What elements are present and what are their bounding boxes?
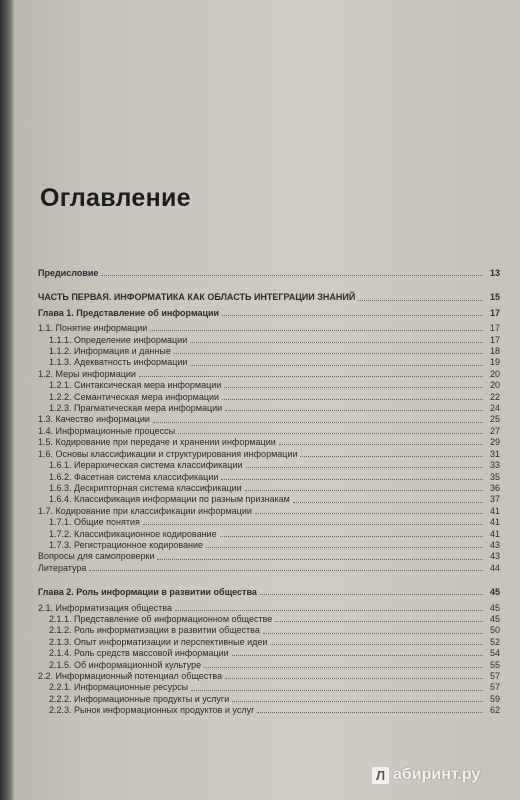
toc-entry (38, 369, 500, 380)
toc-leader-dots (222, 315, 483, 316)
toc-entry (38, 587, 500, 598)
toc-entry-page: 45 (489, 602, 500, 613)
toc-entry-page: 27 (489, 425, 500, 436)
toc-leader-dots (232, 701, 483, 702)
toc-entry-page: 43 (489, 551, 500, 562)
toc-entry-title: Предисловие (38, 268, 99, 278)
toc-entry-title: 2.1.4. Роль средств массовой информации (49, 648, 229, 659)
toc-entry (38, 403, 500, 414)
toc-entry (38, 380, 500, 391)
toc-leader-dots (175, 610, 483, 611)
toc-entry-title: 1.5. Кодирование при передаче и хранении информации (38, 437, 276, 448)
toc-entry-title: 1.7.1. Общие понятия (49, 517, 140, 528)
toc-entry-page: 31 (489, 448, 500, 459)
toc-entry-page: 54 (489, 648, 500, 659)
toc-leader-dots (174, 353, 483, 354)
toc-entry-title: 1.6.4. Классификация информации по разным признакам (49, 494, 290, 505)
toc-leader-dots (257, 712, 483, 713)
toc-leader-dots (263, 633, 483, 634)
toc-entry-page: 41 (489, 517, 500, 528)
toc-entry (38, 660, 500, 671)
toc-entry-title: 1.7.3. Регистрационное кодирование (49, 539, 204, 550)
toc-leader-dots (225, 678, 483, 679)
toc-entry-title: 1.6. Основы классификации и структурирования информации (38, 448, 298, 459)
toc-leader-dots (275, 621, 483, 622)
toc-leader-dots (150, 330, 483, 331)
toc-spacer (38, 279, 500, 292)
toc-entry-page: 41 (489, 528, 500, 539)
watermark-logo-icon: Л (372, 767, 389, 784)
watermark (372, 766, 480, 784)
toc-entry-page: 33 (489, 460, 500, 471)
toc-leader-dots (224, 387, 483, 388)
toc-entry (38, 517, 500, 528)
toc-entry-title: 2.1.3. Опыт информатизации и перспективные идеи (49, 636, 268, 647)
toc-leader-dots (157, 559, 483, 560)
toc-entry-page: 17 (489, 307, 500, 318)
toc-entry-title: Литература (38, 562, 87, 573)
toc-leader-dots (246, 467, 484, 468)
toc-entry-page: 55 (489, 659, 500, 670)
toc-entry-page: 17 (489, 323, 500, 334)
toc-entry (38, 563, 500, 574)
toc-leader-dots (260, 594, 483, 595)
toc-entry-page: 50 (489, 625, 500, 636)
toc-leader-dots (232, 655, 483, 656)
toc-entry-title: 1.1.3. Адекватность информации (49, 357, 188, 368)
toc-leader-dots (270, 644, 483, 645)
toc-entry-page: 41 (489, 505, 500, 516)
toc-entry-title: Вопросы для самопроверки (38, 551, 155, 562)
toc-entry-page: 20 (489, 368, 500, 379)
toc-entry-page: 45 (489, 587, 500, 598)
book-binding-edge (0, 0, 14, 800)
toc-entry-title: 2.1.1. Представление об информационном обществе (49, 613, 273, 624)
toc-leader-dots (293, 502, 483, 503)
toc-entry (38, 357, 500, 368)
toc-leader-dots (190, 342, 483, 343)
toc-entry (38, 705, 500, 716)
toc-entry-page: 43 (489, 539, 500, 550)
toc-entry-title: 1.1.2. Информация и данные (49, 346, 171, 357)
toc-entry-page: 29 (489, 437, 500, 448)
toc-leader-dots (89, 570, 483, 571)
page-title: Оглавление (40, 184, 191, 212)
toc-entry-title: 1.7. Кодирование при классификации информации (38, 505, 252, 516)
toc-entry (38, 694, 500, 705)
toc-entry-title: ЧАСТЬ ПЕРВАЯ. ИНФОРМАТИКА КАК ОБЛАСТЬ ИНТЕГРАЦИИ ЗНАНИЙ (38, 292, 356, 303)
toc-entry (38, 551, 500, 562)
toc-entry (38, 614, 500, 625)
toc-leader-dots (191, 690, 483, 691)
toc-entry-page: 59 (489, 693, 500, 704)
toc-leader-dots (220, 536, 483, 537)
toc-entry-title: 1.2.2. Семантическая мера информации (49, 391, 220, 402)
toc-leader-dots (143, 524, 483, 525)
toc-entry (38, 292, 500, 303)
toc-entry-title: 2.2.2. Информационные продукты и услуги (49, 693, 230, 704)
toc-leader-dots (279, 444, 483, 445)
toc-entry (38, 268, 500, 279)
toc-entry-title: 1.2.3. Прагматическая мера информации (49, 403, 223, 414)
toc-leader-dots (245, 490, 483, 491)
toc-entry-title: 2.2.3. Рынок информационных продуктов и услуг (49, 705, 255, 716)
toc-leader-dots (221, 479, 483, 480)
toc-entry-page: 18 (489, 346, 500, 357)
toc-entry-title: 1.6.1. Иерархическая система классификации (49, 460, 243, 471)
toc-leader-dots (206, 547, 483, 548)
toc-entry (38, 335, 500, 346)
toc-entry (38, 648, 500, 659)
toc-entry-title: 2.2. Информационный потенциал общества (38, 671, 223, 681)
toc-entry (38, 625, 500, 636)
toc-entry (38, 682, 500, 693)
toc-entry (38, 392, 500, 403)
toc-entry-page: 15 (489, 292, 500, 303)
toc-entry-page: 37 (489, 494, 500, 505)
watermark-text: абиринт.ру (393, 766, 481, 783)
toc-entry (38, 472, 500, 483)
toc-entry (38, 506, 500, 517)
toc-leader-dots (300, 456, 483, 457)
toc-entry (38, 540, 500, 551)
toc-entry-page: 57 (489, 671, 500, 681)
toc-leader-dots (204, 667, 483, 668)
toc-entry-title: 2.2.1. Информационные ресурсы (49, 682, 189, 693)
toc-entry (38, 671, 500, 682)
toc-entry-title: 2.1. Информатизация общества (38, 602, 172, 613)
toc-leader-dots (178, 433, 483, 434)
toc-entry-page: 45 (489, 613, 500, 624)
table-of-contents (38, 268, 500, 717)
toc-entry (38, 426, 500, 437)
toc-entry (38, 346, 500, 357)
toc-entry-title: 1.6.2. Фасетная система классификации (49, 471, 219, 482)
toc-leader-dots (255, 513, 483, 514)
toc-entry-title: 1.1.1. Определение информации (49, 334, 188, 345)
toc-entry (38, 323, 500, 334)
toc-entry-title: 1.1. Понятие информации (38, 323, 148, 334)
toc-leader-dots (222, 399, 483, 400)
toc-entry-page: 62 (489, 705, 500, 716)
toc-entry (38, 494, 500, 505)
toc-leader-dots (358, 300, 483, 301)
toc-entry (38, 460, 500, 471)
toc-entry-page: 52 (489, 636, 500, 647)
toc-entry-page: 35 (489, 471, 500, 482)
toc-entry-page: 44 (489, 562, 500, 573)
toc-leader-dots (139, 376, 483, 377)
toc-entry-title: 1.7.2. Классификационное кодирование (49, 528, 217, 539)
toc-entry (38, 308, 500, 319)
toc-entry-page: 19 (489, 357, 500, 368)
toc-entry-title: 1.2. Меры информации (38, 368, 136, 379)
toc-entry-page: 22 (489, 391, 500, 402)
toc-entry-title: 2.1.2. Роль информатизации в развитии общества (49, 625, 260, 636)
toc-entry (38, 437, 500, 448)
toc-entry-title: 1.6.3. Дескрипторная система классификации (49, 482, 242, 493)
toc-leader-dots (190, 365, 483, 366)
toc-spacer (38, 574, 500, 587)
toc-entry-page: 13 (489, 268, 500, 278)
toc-entry (38, 637, 500, 648)
toc-entry-page: 36 (489, 482, 500, 493)
toc-entry-title: 1.3. Качество информации (38, 414, 150, 425)
toc-entry-title: Глава 2. Роль информации в развитии общества (38, 587, 257, 598)
toc-entry-page: 20 (489, 380, 500, 391)
toc-entry-page: 17 (489, 334, 500, 345)
toc-entry-page: 25 (489, 414, 500, 425)
toc-entry (38, 449, 500, 460)
toc-entry (38, 529, 500, 540)
toc-entry-title: Глава 1. Представление об информации (38, 307, 220, 318)
toc-entry-title: 2.1.5. Об информационной культуре (49, 659, 202, 670)
toc-entry (38, 603, 500, 614)
toc-leader-dots (225, 410, 483, 411)
toc-leader-dots (153, 422, 483, 423)
toc-entry-page: 24 (489, 403, 500, 414)
toc-entry-title: 1.4. Информационные процессы (38, 425, 176, 436)
toc-entry (38, 483, 500, 494)
toc-entry-title: 1.2.1. Синтаксическая мера информации (49, 380, 222, 391)
toc-leader-dots (101, 275, 483, 276)
toc-entry (38, 414, 500, 425)
toc-entry-page: 57 (489, 682, 500, 693)
